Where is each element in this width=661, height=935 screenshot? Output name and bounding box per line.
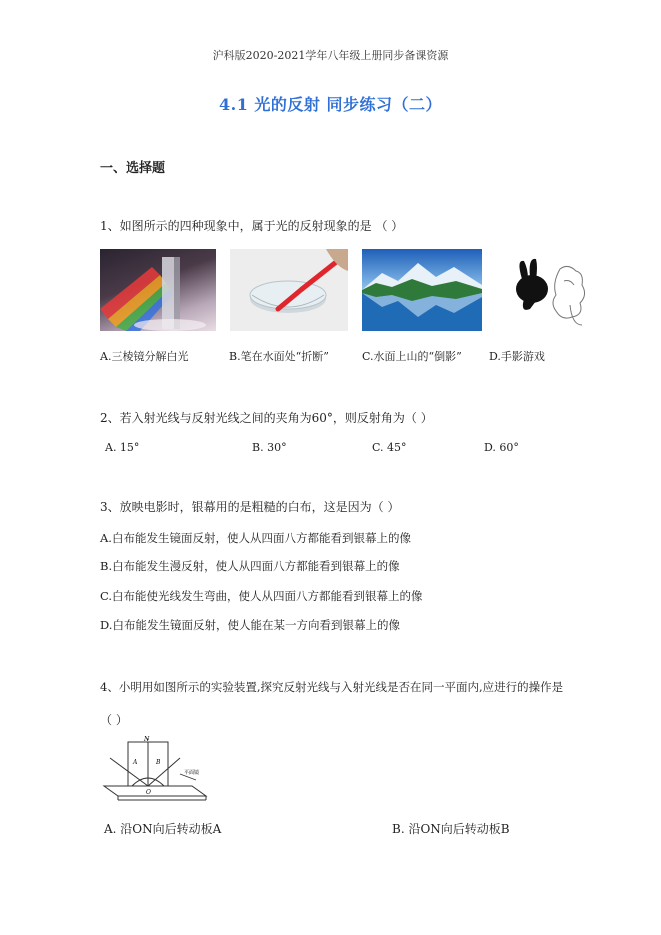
question-3-stem: 3、放映电影时，银幕用的是粗糙的白布，这是因为（ ） — [100, 500, 400, 514]
question-1-stem: 1、如图所示的四种现象中，属于光的反射现象的是 （ ） — [100, 219, 404, 233]
q2-option-b: B. 30° — [252, 441, 287, 454]
question-2-stem: 2、若入射光线与反射光线之间的夹角为60°，则反射角为（ ） — [100, 411, 433, 425]
q1-option-b: B.笔在水面处“折断” — [229, 350, 329, 363]
q2-option-d: D. 60° — [484, 441, 519, 454]
section-heading: 一、选择题 — [100, 161, 166, 176]
page-title: 4.1 光的反射 同步练习（二） — [219, 95, 442, 114]
q3-option-d: D.白布能发生镜面反射，使人能在某一方向看到银幕上的像 — [100, 618, 400, 632]
pencil-in-water-icon — [230, 249, 348, 331]
hand-shadow-image — [510, 255, 594, 329]
mountain-reflection-image — [362, 249, 482, 331]
experiment-diagram — [100, 734, 210, 804]
q2-option-a: A. 15° — [105, 441, 140, 454]
diagram-label-b: B — [156, 759, 161, 766]
diagram-label-o: O — [146, 789, 151, 796]
q4-option-b: B. 沿ON向后转动板B — [392, 822, 510, 836]
reflection-apparatus-icon — [100, 734, 210, 804]
question-4-blank: （ ） — [100, 713, 128, 727]
q3-option-c: C.白布能使光线发生弯曲，使人从四面八方都能看到银幕上的像 — [100, 589, 423, 603]
q1-option-c: C.水面上山的“倒影” — [362, 350, 462, 363]
question-4-stem: 4、小明用如图所示的实验装置,探究反射光线与入射光线是否在同一平面内,应进行的操作是 — [100, 680, 564, 694]
page-header: 沪科版2020-2021学年八年级上册同步备课资源 — [212, 49, 449, 62]
q1-option-d: D.手影游戏 — [489, 350, 545, 363]
q4-option-a: A. 沿ON向后转动板A — [104, 822, 222, 836]
q3-option-a: A.白布能发生镜面反射，使人从四面八方都能看到银幕上的像 — [100, 531, 411, 545]
mountain-lake-icon — [362, 249, 482, 331]
q2-option-c: C. 45° — [372, 441, 407, 454]
q1-option-a: A.三棱镜分解白光 — [100, 350, 189, 363]
prism-image — [100, 249, 216, 331]
diagram-label-n: N — [144, 736, 150, 743]
rabbit-shadow-icon — [510, 255, 594, 329]
diagram-label-mirror: 平面镜 — [184, 770, 200, 776]
q3-option-b: B.白布能发生漫反射，使人从四面八方都能看到银幕上的像 — [100, 559, 400, 573]
pencil-water-image — [230, 249, 348, 331]
prism-rainbow-icon — [100, 249, 216, 331]
diagram-label-a: A — [133, 759, 138, 766]
